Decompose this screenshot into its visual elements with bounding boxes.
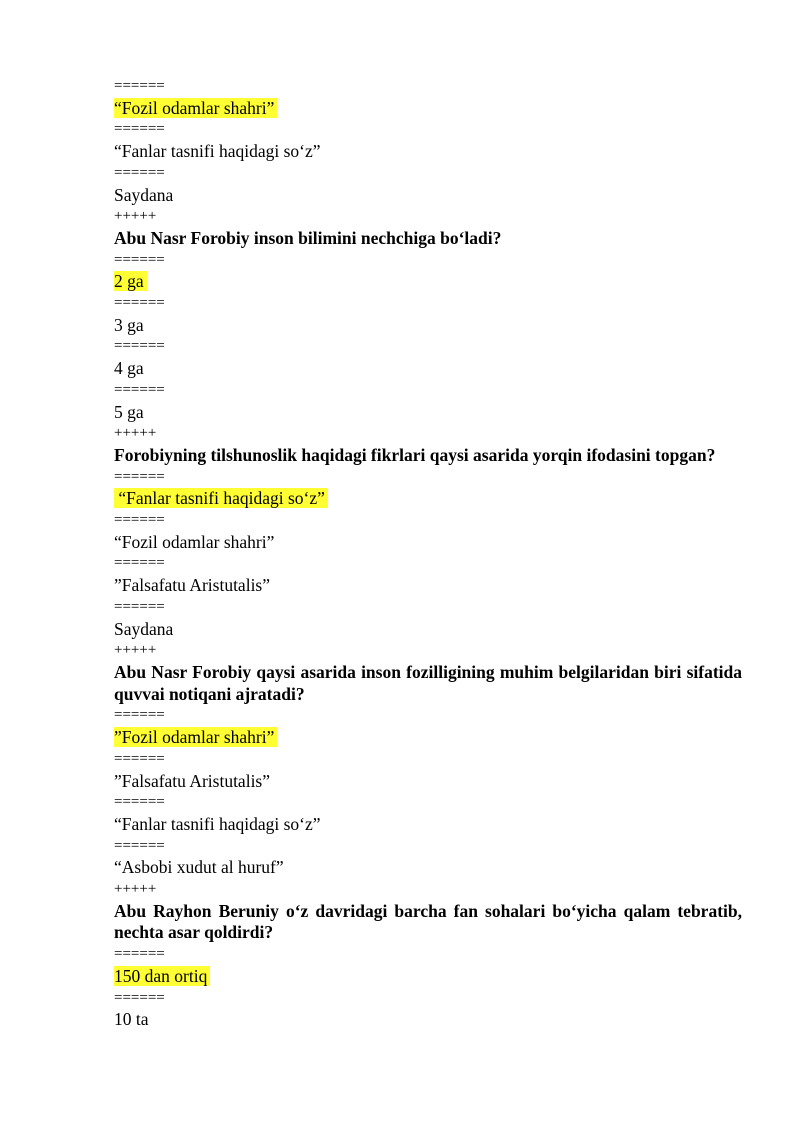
correct-answer-line <box>114 98 742 120</box>
correct-answer-line <box>114 488 742 510</box>
highlighted-answer-text: “Fanlar tasnifi haqidagi so‘z” <box>114 488 328 508</box>
question-text: Abu Rayhon Beruniy o‘z davridagi barcha fan sohalari bo‘yicha qalam tebratib, nechta asar qoldirdi? <box>114 900 747 943</box>
answer-line <box>114 185 742 207</box>
answer-line <box>114 814 742 836</box>
answer-text: “Asbobi xudut al huruf” <box>114 857 284 878</box>
separator-line: +++++ <box>114 642 157 659</box>
answer-line <box>114 141 742 163</box>
question-text: Abu Nasr Forobiy inson bilimini nechchiga bo‘ladi? <box>114 227 502 248</box>
separator-line: ====== <box>114 837 165 854</box>
separator-line: ====== <box>114 164 165 181</box>
answer-line <box>114 575 742 597</box>
separator-line: ====== <box>114 381 165 398</box>
answer-text: 5 ga <box>114 401 144 422</box>
answer-text: 3 ga <box>114 314 144 335</box>
answer-text: “Fanlar tasnifi haqidagi so‘z” <box>114 141 321 162</box>
answer-text: “Fozil odamlar shahri” <box>114 531 275 552</box>
answer-text: ”Falsafatu Aristutalis” <box>114 575 271 596</box>
highlighted-answer-text: 2 ga <box>114 271 147 291</box>
answer-line <box>114 619 742 641</box>
answer-line <box>114 358 742 380</box>
correct-answer-line <box>114 966 742 988</box>
separator-line: +++++ <box>114 208 157 225</box>
answer-line <box>114 771 742 793</box>
question-text: Abu Nasr Forobiy qaysi asarida inson fozilligining muhim belgilaridan biri sifatida quvvai notiqani ajratadi? <box>114 661 747 704</box>
answer-line <box>114 315 742 337</box>
highlighted-answer-text: 150 dan ortiq <box>114 966 210 986</box>
answer-line <box>114 857 742 879</box>
separator-line: ====== <box>114 251 165 268</box>
answer-line <box>114 402 742 424</box>
separator-line: ====== <box>114 555 165 572</box>
question-text: Forobiyning tilshunoslik haqidagi fikrlari qaysi asarida yorqin ifodasini topgan? <box>114 444 716 465</box>
separator-line: +++++ <box>114 425 157 442</box>
highlighted-answer-text: ”Fozil odamlar shahri” <box>114 727 277 747</box>
separator-line: ====== <box>114 989 165 1006</box>
answer-text: 10 ta <box>114 1009 149 1030</box>
answer-line <box>114 1009 742 1031</box>
separator-line: ====== <box>114 295 165 312</box>
answer-text: Saydana <box>114 184 174 205</box>
separator-line: ====== <box>114 750 165 767</box>
correct-answer-line <box>114 727 742 749</box>
separator-line: +++++ <box>114 881 157 898</box>
separator-line: ====== <box>114 707 165 724</box>
answer-text: Saydana <box>114 618 174 639</box>
answer-text: 4 ga <box>114 358 144 379</box>
highlighted-answer-text: “Fozil odamlar shahri” <box>114 98 277 118</box>
answer-text: ”Falsafatu Aristutalis” <box>114 770 271 791</box>
correct-answer-line <box>114 271 742 293</box>
separator-line: ====== <box>114 794 165 811</box>
separator-line: ====== <box>114 512 165 529</box>
separator-line: ====== <box>114 468 165 485</box>
document-page <box>114 76 747 1031</box>
separator-line: ====== <box>114 598 165 615</box>
separator-line: ====== <box>114 946 165 963</box>
answer-line <box>114 532 742 554</box>
separator-line: ====== <box>114 78 165 94</box>
answer-text: “Fanlar tasnifi haqidagi so‘z” <box>114 813 321 834</box>
separator-line: ====== <box>114 338 165 355</box>
separator-line: ====== <box>114 121 165 138</box>
